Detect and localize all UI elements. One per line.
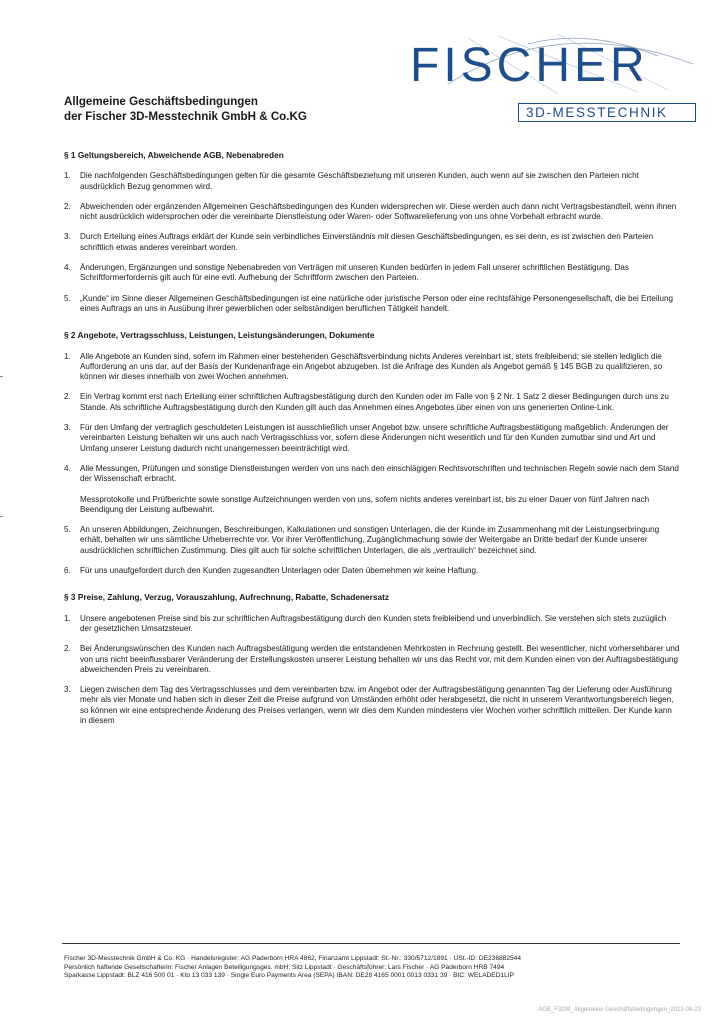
item-number: 1. bbox=[64, 171, 71, 181]
section-heading: § 2 Angebote, Vertragsschluss, Leistungen, Leistungsänderungen, Dokumente bbox=[64, 330, 375, 341]
document-title bbox=[64, 94, 307, 124]
item-text: Messprotokolle und Prüfberichte sowie sonstige Aufzeichnungen werden von uns, sofern nichts anderes vereinbart ist, bis zu einer Dauer von fünf Jahren nach Beendigung der Leistung aufbewahrt. bbox=[80, 494, 650, 514]
item-text: Liegen zwischen dem Tag des Vertragsschlusses und dem vereinbarten bzw. im Angebot oder der Auftragsbestätigung genannten Tag der Lieferung oder Ausführung mehr als vier Monate und haben sich in dieser Zeit die Preise aufgrund von Umständen erhöht oder herabgesetzt, die nicht in unserem Verantwortungsbereich liegen, so können wir eine entsprechende Änderung des Preises verlangen, wenn wir dies dem Kunden mindestens vier Wochen vorher schriftlich mitteilen. Der Kunde kann in diesem bbox=[80, 685, 674, 725]
footer-divider bbox=[62, 943, 680, 944]
item-number: 3. bbox=[64, 232, 71, 242]
item-number: 3. bbox=[64, 423, 71, 433]
document-title-line-1: Allgemeine Geschäftsbedingungen bbox=[64, 95, 258, 108]
list-item bbox=[64, 202, 680, 223]
item-number: 2. bbox=[64, 392, 71, 402]
footer-line-register: Fischer 3D-Messtechnik GmbH & Co. KG · Handelsregister: AG Paderborn HRA 4862, Finanzamt Lippstadt: St.-Nr.: 330/5712/1891 · USt.-ID: DE236882544 bbox=[64, 955, 522, 962]
company-footer bbox=[64, 955, 704, 981]
item-number: 5. bbox=[64, 525, 71, 535]
item-text: Für uns unaufgefordert durch den Kunden zugesandten Unterlagen oder Daten übernehmen wir keine Haftung. bbox=[80, 566, 479, 576]
logo-subtitle: 3D-MESSTECHNIK bbox=[526, 105, 668, 120]
item-number: 6. bbox=[64, 566, 71, 576]
item-text: Bei Änderungswünschen des Kunden nach Auftragsbestätigung werden die entstandenen Mehrkosten in Rechnung gestellt. Bei wesentlicher, nicht vorhersehbarer und von uns nicht beeinflussbarer Veränderung der Erstellungskosten unserer Leistung behalten wir uns das Recht vor, mit dem Kunden einen von der Auftragsbestätigung abweichenden Preis zu vereinbaren. bbox=[80, 644, 680, 674]
footer-line-management: Persönlich haftende Gesellschafterin: Fischer Anlagen Beteiligungsges. mbH, Sitz Lippstadt · Geschäftsführer: Lars Fischer · AG Paderborn HRB 7494 bbox=[64, 963, 505, 971]
list-item bbox=[64, 352, 680, 383]
company-logo bbox=[408, 34, 698, 126]
item-number: 2. bbox=[64, 201, 71, 211]
list-item bbox=[64, 171, 680, 192]
document-reference: AGB_F3DM_Allgemeine Geschäftsbedingungen_2023-08-23 bbox=[538, 1007, 701, 1013]
item-text: Die nachfolgenden Geschäftsbedingungen gelten für die gesamte Geschäftsbeziehung mit unseren Kunden, auch wenn auf sie zwischen den Parteien nicht ausdrücklich Bezug genommen wird. bbox=[80, 171, 639, 191]
section-heading: § 3 Preise, Zahlung, Verzug, Vorauszahlung, Aufrechnung, Rabatte, Schadenersatz bbox=[64, 592, 390, 603]
item-text: An unseren Abbildungen, Zeichnungen, Beschreibungen, Kalkulationen und sonstigen Unterlagen, die der Kunde im Zusammenhang mit der Leistungserbringung erhält, behalten wir uns sämtliche Urheberrechte vor. Vor ihrer Veröffentlichung, Zugänglichmachung sowie der Weitergabe an Dritte bedarf der Kunde unserer ausdrücklichen schriftlichen Zustimmung. Dies gilt auch für solche schriftlichen Unterlagen, die als „vertraulich“ bezeichnet sind. bbox=[80, 525, 660, 555]
logo-wordmark: FISCHER bbox=[410, 39, 649, 92]
item-text: Unsere angebotenen Preise sind bis zur schriftlichen Auftragsbestätigung durch den Kunden stets freibleibend und unverbindlich. Sie verstehen sich stets zuzüglich der gesetzlichen Umsatzsteuer. bbox=[80, 613, 667, 633]
list-item bbox=[64, 525, 680, 556]
list-item bbox=[64, 614, 680, 635]
item-text: Für den Umfang der vertraglich geschuldeten Leistungen ist ausschließlich unser Angebot bzw. unsere schriftliche Auftragsbestätigung maßgeblich. Änderungen der vereinbarten Leistung behalten wir uns auch nach Vertragsschluss vor, sofern diese Änderungen nicht wesentlich und für den Kunden zumutbar sind und Art und Umfang unserer Leistung dadurch nicht unangemessen beeinträchtigt wird. bbox=[80, 423, 669, 453]
list-item bbox=[64, 464, 680, 515]
list-item bbox=[64, 566, 680, 576]
item-number: 5. bbox=[64, 293, 71, 303]
footer-line-bank: Sparkasse Lippstadt: BLZ 416 500 01 · Kto 13 033 139 · Single Euro Payments Area (SEPA) IBAN: DE28 4165 0001 0013 0331 39 · BIC: WELADED1LIP bbox=[64, 972, 514, 980]
list-item bbox=[64, 392, 680, 413]
document-title-line-2: der Fischer 3D-Messtechnik GmbH & Co.KG bbox=[64, 110, 307, 123]
item-text: „Kunde“ im Sinne dieser Allgemeinen Geschäftsbedingungen ist eine natürliche oder juristische Person oder eine rechtsfähige Personengesellschaft, die bei Erteilung eines Auftrags an uns in Ausübung ihrer gewerblichen oder selbständigen beruflichen Tätigkeit handelt. bbox=[80, 293, 673, 313]
item-number: 3. bbox=[64, 685, 71, 695]
list-item bbox=[64, 423, 680, 454]
item-text: Alle Messungen, Prüfungen und sonstige Dienstleistungen werden von uns nach den einschlägigen Rechtsvorschriften und technischen Regeln sowie nach dem Stand der Wissenschaft erbracht. bbox=[80, 463, 679, 484]
list-item bbox=[64, 294, 680, 315]
item-number: 4. bbox=[64, 263, 71, 273]
item-text: Alle Angebote an Kunden sind, sofern im Rahmen einer bestehenden Geschäftsverbindung nichts Anderes vereinbart ist, stets freibleibend; sie stellen lediglich die Aufforderung an uns dar, auf der Basis der Kundenanfrage ein Angebot abzugeben. Ist die Anfrage des Kunden als Angebot gemäß § 145 BGB zu qualifizieren, so können wir dieses innerhalb von zwei Wochen annehmen. bbox=[80, 351, 663, 382]
item-text: Änderungen, Ergänzungen und sonstige Nebenabreden von Verträgen mit unseren Kunden bedürfen in jedem Fall unserer schriftlichen Bestätigung. Das Schriftformerfordernis gilt auch für eine evtl. Aufhebung der Schriftform zwischen den Parteien. bbox=[80, 263, 629, 283]
item-text: Abweichenden oder ergänzenden Allgemeinen Geschäftsbedingungen des Kunden widersprechen wir. Diese werden auch dann nicht Vertragsbestandteil, wenn ihnen nicht ausdrücklich widersprochen oder die vereinbarte Dienstleistung oder Waren- oder Softwarelieferung von uns ohne Vorbehalt erbracht wurde. bbox=[80, 201, 677, 222]
item-number: 2. bbox=[64, 644, 71, 654]
list-item bbox=[64, 263, 680, 284]
section-heading: § 1 Geltungsbereich, Abweichende AGB, Nebenabreden bbox=[64, 150, 284, 160]
item-text: Ein Vertrag kommt erst nach Erteilung einer schriftlichen Auftragsbestätigung durch den Kunden oder im Falle von § 2 Nr. 1 Satz 2 dieser Bedingungen durch uns zu Stande. Als schriftliche Auftragsbestätigung durch den Kunden gilt auch das Annehmen eines Angebotes über einen von uns generierten Online-Link. bbox=[80, 392, 669, 412]
fold-mark bbox=[0, 516, 3, 517]
list-item bbox=[64, 644, 680, 675]
list-item bbox=[64, 232, 680, 253]
item-text: Durch Erteilung eines Auftrags erklärt der Kunde sein verbindliches Einverständnis mit diesen Geschäftsbedingungen, es sei denn, es ist zwischen den Parteien schriftlich etwas anderes vereinbart worden. bbox=[80, 232, 654, 252]
item-number: 1. bbox=[64, 351, 71, 361]
list-item bbox=[64, 685, 680, 726]
item-number: 1. bbox=[64, 613, 71, 623]
fold-mark bbox=[0, 376, 3, 377]
terms-content bbox=[64, 150, 680, 736]
item-number: 4. bbox=[64, 463, 71, 473]
